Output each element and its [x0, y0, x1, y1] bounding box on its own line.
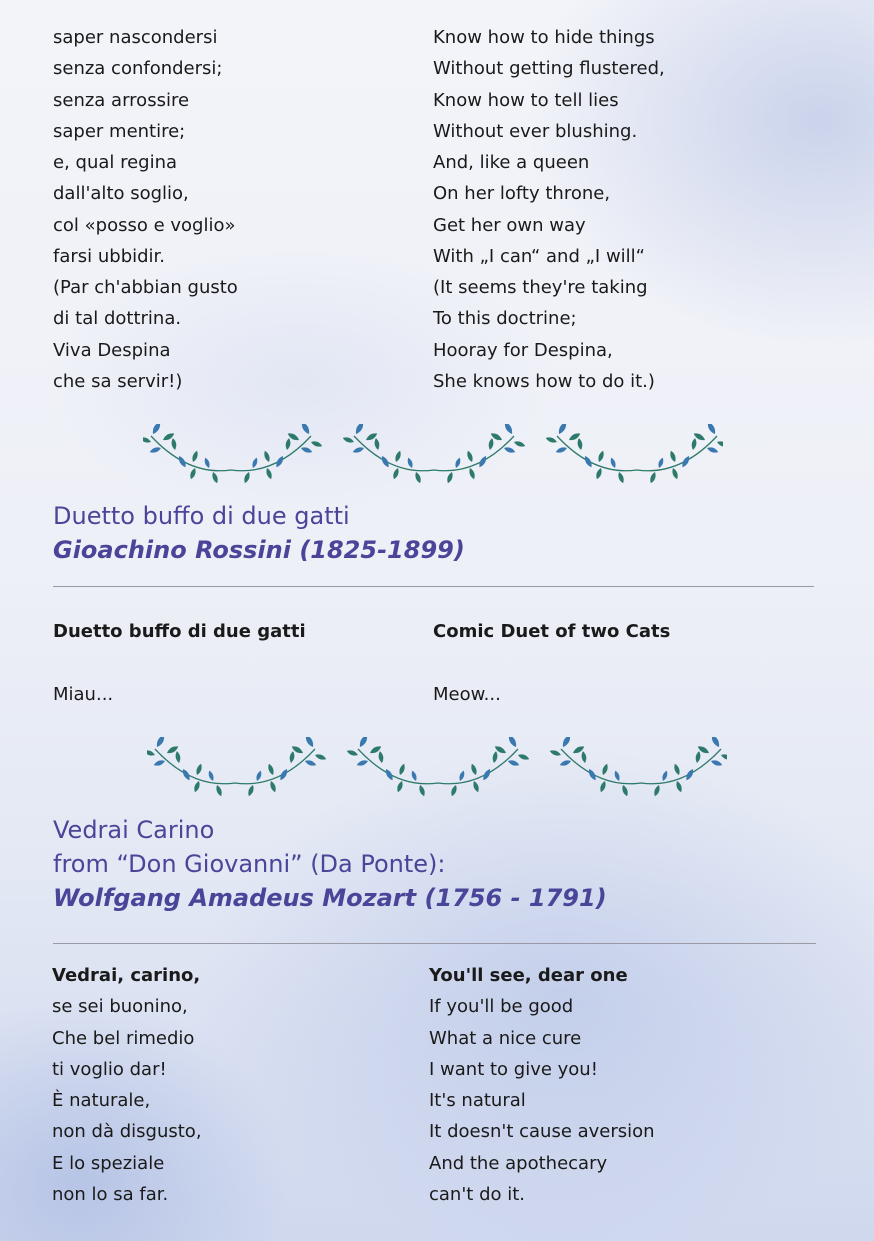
lyric-line: Without getting flustered, [433, 58, 665, 80]
lyric-line: (It seems they're taking [433, 277, 648, 298]
lyric-line: Hooray for Despina, [433, 339, 613, 361]
lyric-line: Get her own way [433, 214, 586, 236]
lyric-line: What a nice cure [429, 1027, 582, 1049]
lyric-heading: You'll see, dear one [429, 965, 628, 986]
lyric-line: senza confondersi; [53, 58, 223, 80]
song-title: Vedrai Carino from “Don Giovanni” (Da Ponte): Wolfgang Amadeus Mozart (1756 - 1791) [53, 813, 607, 915]
english-lyrics-column [433, 616, 670, 710]
lyric-line: She knows how to do it.) [433, 370, 655, 392]
song-title: Duetto buffo di due gatti Gioachino Rossini (1825-1899) [53, 499, 465, 567]
lyric-line: To this doctrine; [433, 308, 577, 330]
section-divider [53, 943, 816, 944]
section-divider [53, 586, 814, 587]
lyric-line: e, qual regina [53, 152, 178, 173]
lyric-heading: Vedrai, carino, [52, 965, 201, 986]
lyric-line: col «posso e voglio» [53, 214, 236, 236]
leaf-garland-ornament [143, 424, 723, 486]
lyric-line: È naturale, [52, 1090, 151, 1111]
lyric-line: Know how to tell lies [433, 89, 619, 111]
lyric-line: On her lofty throne, [433, 183, 611, 205]
lyric-line: With „I can“ and „I will“ [433, 245, 646, 267]
italian-lyrics-column [52, 960, 202, 1210]
lyric-line: saper mentire; [53, 120, 186, 142]
composer-name: Wolfgang Amadeus Mozart (1756 - 1791) [53, 884, 607, 912]
lyric-line: And, like a queen [433, 152, 590, 173]
lyric-line: If you'll be good [429, 996, 574, 1018]
lyric-heading: Duetto buffo di due gatti [53, 621, 306, 642]
lyric-line: senza arrossire [53, 89, 190, 111]
lyric-line: (Par ch'abbian gusto [53, 277, 238, 298]
english-lyrics-column [429, 960, 655, 1210]
lyric-line: It's natural [429, 1090, 526, 1111]
song-source: from “Don Giovanni” (Da Ponte): [53, 850, 446, 878]
lyric-line: farsi ubbidir. [53, 245, 166, 267]
leaf-garland-ornament [147, 737, 727, 799]
lyric-line: se sei buonino, [52, 996, 188, 1018]
lyric-line: non lo sa far. [52, 1183, 169, 1205]
lyric-line: E lo speziale [52, 1152, 165, 1174]
lyric-line: can't do it. [429, 1183, 526, 1205]
lyric-line: di tal dottrina. [53, 308, 182, 330]
composer-name: Gioachino Rossini (1825-1899) [53, 536, 465, 564]
italian-lyrics-column [53, 616, 306, 710]
lyric-heading: Comic Duet of two Cats [433, 621, 671, 642]
lyric-line: saper nascondersi [53, 27, 218, 48]
english-lyrics-column [433, 22, 665, 397]
lyric-line: che sa servir!) [53, 370, 183, 392]
lyric-line: It doesn't cause aversion [429, 1121, 655, 1143]
lyric-line: dall'alto soglio, [53, 183, 189, 205]
italian-lyrics-column [53, 22, 238, 397]
lyric-line: And the apothecary [429, 1152, 608, 1174]
lyric-line: Know how to hide things [433, 27, 655, 48]
lyric-line: Without ever blushing. [433, 120, 638, 142]
lyric-line: Meow... [433, 683, 501, 705]
lyric-line: non dà disgusto, [52, 1121, 202, 1143]
lyric-line: Che bel rimedio [52, 1027, 195, 1049]
lyric-line: I want to give you! [429, 1058, 598, 1080]
lyric-line: Miau... [53, 683, 114, 705]
lyric-line: ti voglio dar! [52, 1058, 167, 1080]
lyric-line: Viva Despina [53, 339, 171, 361]
